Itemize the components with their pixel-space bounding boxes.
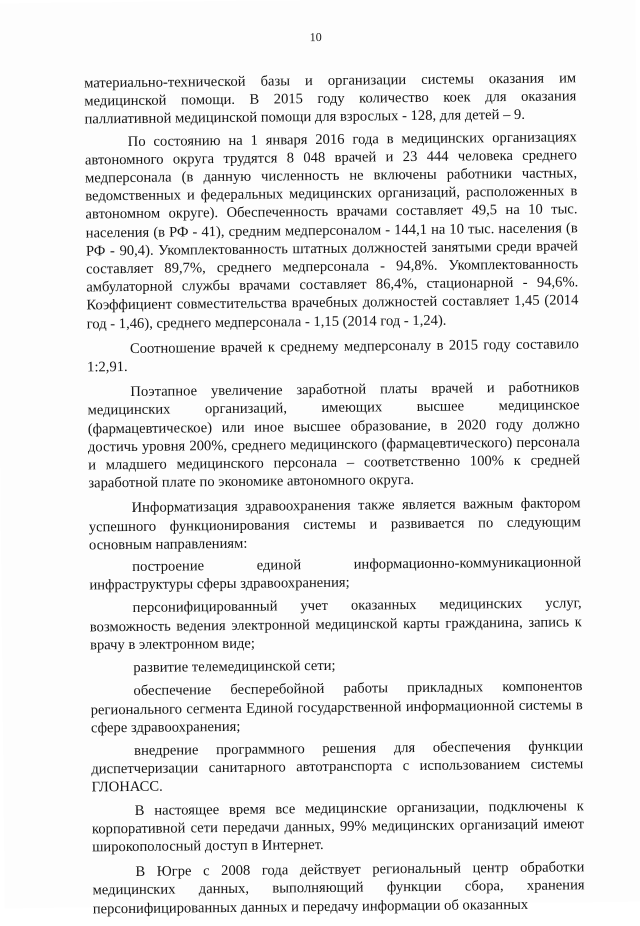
document-body	[84, 69, 585, 925]
list-item-glonass: внедрение программного решения для обеспечения функции диспетчеризации санитарного автотранспорта с использованием системы ГЛОНАСС.	[91, 738, 584, 796]
list-item-telemedicine: развитие телемедицинской сети;	[133, 657, 336, 677]
list-item-uninterrupted-operation: обеспечение бесперебойной работы прикладных компонентов регионального сегмента Единой государственной информационной системы в сфере здравоохранения;	[90, 678, 583, 737]
page-number: 10	[309, 29, 322, 45]
paragraph-ratio: Соотношение врачей к среднему медперсоналу в 2015 году составило 1:2,91.	[87, 336, 579, 376]
paragraph-network: В настоящее время все медицинские организации, подключены к корпоративной сети передачи данных, 99% медицинских организаций имеют широкополосный доступ в Интернет.	[91, 797, 585, 856]
list-item-personalized-records: персонифицированный учет оказанных медицинских услуг, возможность ведения электронной медицинской карты гражданина, запись к врачу в электронном виде;	[89, 595, 582, 654]
list-item-infrastructure: построение единой информационно-коммуникационной инфраструктуры сферы здравоохранения;	[89, 554, 582, 594]
paragraph-informatization: Информатизация здравоохранения также является важным фактором успешного функционирования системы и развивается по следующим основным направлениям:	[88, 495, 581, 554]
paragraph-salary: Поэтапное увеличение заработной платы врачей и работников медицинских организаций, имеющих высшее медицинское (фармацевтическое) или иное высшее образование, в 2020 году должно достичь уровня 200%, среднего медицинского (фармацевтического) персонала и младшего медицинского персонала – соответственно 100% к средней заработной плате по экономике автономного округа.	[87, 379, 581, 492]
paragraph-continuation: материально-технической базы и организации системы оказания им медицинской помощи. В 2015 году количество коек для оказания паллиативной медицинской помощи для взрослых - 128, для детей – 9.	[84, 70, 577, 128]
paragraph-staffing: По состоянию на 1 января 2016 года в медицинских организациях автономного округа трудятся 8 048 врачей и 23 444 человека среднего медперсонала (в данную численность не включены работники частных, ведомственных и федеральных медицинских организаций, расположенных в автономном округе). Обеспеченность врачами составляет 49,5 на 10 тыс. населения (в РФ - 41), средним медперсоналом - 144,1 на 10 тыс. населения (в РФ - 90,4). Укомплектованность штатных должностей занятыми среди врачей составляет 89,7%, среднего медперсонала - 94,8%. Укомплектованность амбулаторной службы врачами составляет 86,4%, стационарной - 94,6%. Коэффициент совместительства врачебных должностей составляет 1,45 (2014 год - 1,46), среднего медперсонала - 1,15 (2014 год - 1,24).	[84, 128, 579, 333]
paragraph-data-center: В Югре с 2008 года действует региональный центр обработки медицинских данных, выполняющий функции сбора, хранения персонифицированных данных и передачу информации об оказанных	[92, 859, 585, 917]
